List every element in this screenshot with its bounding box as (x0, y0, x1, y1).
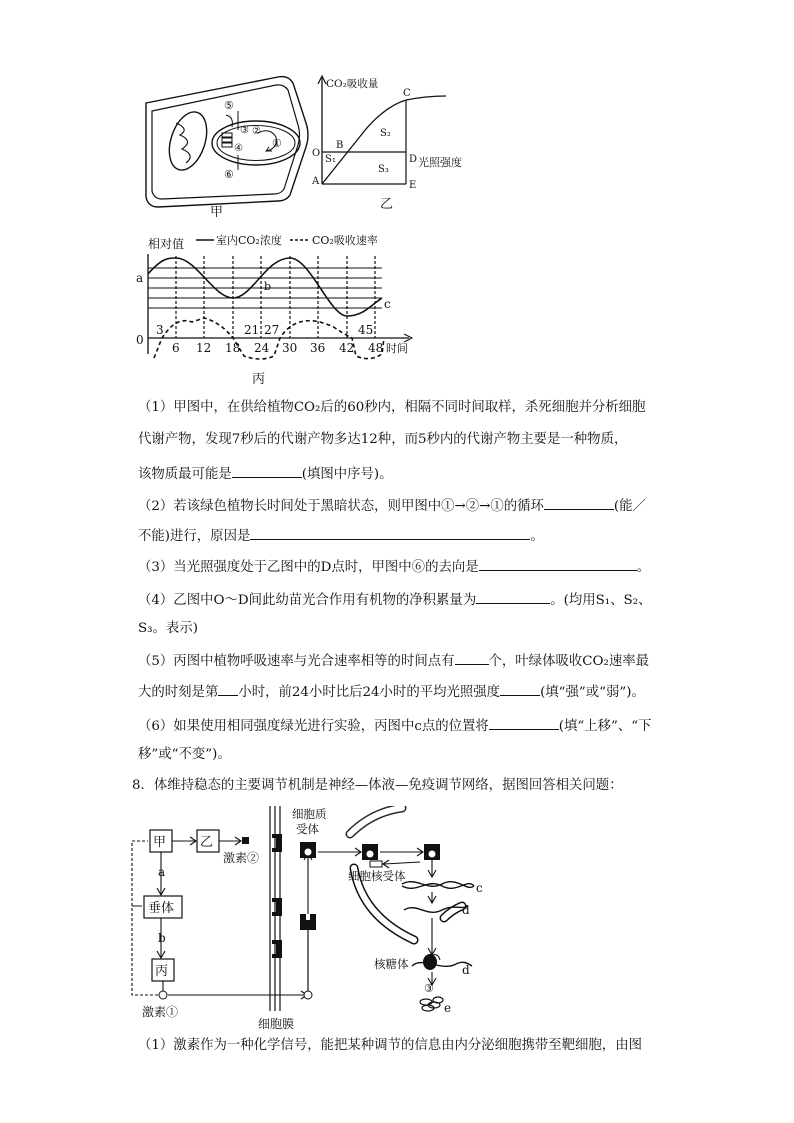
label-a: a (158, 865, 166, 879)
tick-12: 12 (196, 341, 212, 355)
figure-bing (134, 230, 424, 390)
q7-part1-line3 (138, 463, 658, 485)
q7-p5-text-b: 个，叶绿体吸收CO₂速率最 (488, 654, 650, 669)
label-cyto-receptor-2: 受体 (296, 822, 319, 836)
label-4: ④ (234, 143, 243, 154)
q7-p2-text-a: （2）若该绿色植物长时间处于黑暗状态，则甲图中①→②→①的循环 (138, 499, 544, 514)
label-membrane: 细胞膜 (258, 1017, 295, 1031)
point-B: B (336, 140, 344, 151)
figure-yi (306, 74, 481, 214)
tick-48: 48 (368, 341, 384, 355)
q7-p1-blank[interactable] (232, 463, 302, 478)
q7-part3 (138, 556, 658, 578)
ylabel-yi: CO₂吸收量 (326, 78, 379, 90)
side-label-b: b (264, 280, 272, 293)
label-b: b (158, 931, 166, 945)
point-21: 21 (244, 323, 260, 337)
q7-p4-text-b: 。(均用S₁、S₂、 (550, 593, 652, 608)
box-yi-label: 乙 (200, 835, 214, 850)
q7-p2-blank2[interactable] (250, 525, 530, 540)
q7-part2-line2 (138, 525, 658, 547)
tick-30: 30 (282, 341, 298, 355)
point-D: D (409, 154, 418, 165)
label-5: ⑤ (224, 99, 234, 112)
q7-part5-line1 (138, 650, 658, 672)
q7-part4-line1 (138, 589, 658, 611)
q7-p5-blank3[interactable] (500, 681, 540, 696)
caption-bing: 丙 (252, 372, 266, 387)
q7-part1-line1: （1）甲图中，在供给植物CO₂后的60秒内，相隔不同时间取样，杀死细胞并分析细胞 (138, 400, 646, 415)
label-d1: d (462, 903, 470, 917)
q7-p4-blank[interactable] (476, 589, 550, 604)
q7-p5-text-c: 大的时刻是第 (138, 685, 219, 700)
q7-part6-line2: 移”或“不变”)。 (138, 747, 231, 762)
q7-p2-blank1[interactable] (544, 495, 614, 510)
label-2: ② (252, 126, 261, 137)
q7-p5-blank1[interactable] (455, 650, 489, 665)
q7-p3-text-a: （3）当光照强度处于乙图中的D点时，甲图中⑥的去向是 (138, 560, 479, 575)
origin-label: 0 (136, 333, 144, 347)
box-bing-label: 丙 (155, 964, 169, 979)
q7-p6-blank[interactable] (489, 715, 559, 730)
figure-q8 (122, 806, 512, 1034)
label-cyto-receptor-1: 细胞质 (292, 807, 327, 821)
label-hormone2: 激素② (223, 851, 260, 865)
area-S2: S₂ (380, 128, 391, 139)
legend-dashed: CO₂吸收速率 (312, 234, 378, 247)
q7-p3-blank[interactable] (479, 556, 637, 571)
point-27: 27 (264, 323, 280, 337)
box-pituitary-label: 垂体 (148, 901, 175, 916)
q7-p2-text-c: 不能)进行，原因是 (138, 529, 251, 544)
label-ribosome: 核糖体 (374, 957, 409, 971)
label-1: ① (272, 137, 282, 150)
q7-p1-text-b: (填图中序号)。 (301, 467, 393, 482)
q8-part1: （1）激素作为一种化学信号，能把某种调节的信息由内分泌细胞携带至靶细胞，由图 (138, 1038, 642, 1053)
q8-title: 8．体维持稳态的主要调节机制是神经—体液—免疫调节网络，据图回答相关问题： (132, 778, 623, 793)
q7-p6-text-a: （6）如果使用相同强度绿光进行实验，丙图中c点的位置将 (138, 719, 489, 734)
q7-p5-text-e: (填“强”或“弱”)。 (540, 685, 645, 700)
caption-yi: 乙 (380, 197, 394, 212)
label-c: c (476, 881, 483, 895)
area-S1: S₁ (325, 154, 336, 165)
legend-solid: 室内CO₂浓度 (216, 234, 282, 247)
q7-p2-text-b: (能／ (613, 499, 646, 514)
xlabel-bing: 时间 (386, 342, 408, 355)
label-3: ③ (424, 982, 434, 995)
side-label-c: c (384, 297, 391, 311)
q7-p5-text-d: 小时，前24小时比后24小时的平均光照强度 (238, 685, 501, 700)
tick-42: 42 (339, 341, 355, 355)
tick-18: 18 (225, 341, 241, 355)
figure-jia (138, 75, 313, 220)
q7-p2-text-d: 。 (530, 529, 544, 544)
tick-24: 24 (254, 341, 270, 355)
q7-p4-text-a: （4）乙图中O～D间此幼苗光合作用有机物的净积累量为 (138, 593, 477, 608)
label-nuclear-receptor: 细胞核受体 (348, 869, 406, 883)
box-jia-label: 甲 (153, 835, 167, 850)
q7-part2-line1 (138, 495, 658, 517)
q7-p5-text-a: （5）丙图中植物呼吸速率与光合速率相等的时间点有 (138, 654, 455, 669)
point-C: C (403, 88, 411, 99)
point-O: O (312, 148, 321, 159)
point-A: A (312, 176, 320, 187)
label-e: e (444, 1001, 452, 1015)
area-S3: S₃ (378, 164, 389, 175)
label-hormone1: 激素① (142, 1005, 179, 1019)
label-3: ③ (240, 125, 249, 136)
point-45: 45 (358, 323, 374, 337)
q7-part5-line2 (138, 681, 658, 703)
label-d2: d (462, 963, 470, 977)
q7-p6-text-b: (填“上移”、“下 (558, 719, 652, 734)
caption-jia: 甲 (210, 205, 224, 220)
q7-p3-text-b: 。 (636, 560, 651, 575)
q7-p1-text-a: 该物质最可能是 (138, 467, 232, 482)
side-label-a: a (136, 271, 144, 285)
point-E: E (409, 180, 417, 191)
q7-part6-line1 (138, 715, 658, 737)
q7-p5-blank2[interactable] (218, 681, 238, 696)
xlabel-yi: 光照强度 (418, 156, 462, 169)
q7-part4-line2: S₃。表示) (138, 621, 198, 636)
point-3: 3 (156, 323, 164, 337)
ylabel-bing: 相对值 (148, 237, 185, 251)
tick-36: 36 (310, 341, 326, 355)
mitochondrion (163, 107, 214, 175)
q7-part1-line2: 代谢产物，发现7秒后的代谢产物多达12种，而5秒内的代谢产物主要是一种物质， (138, 432, 628, 447)
label-6: ⑥ (224, 168, 234, 181)
tick-6: 6 (172, 341, 180, 355)
